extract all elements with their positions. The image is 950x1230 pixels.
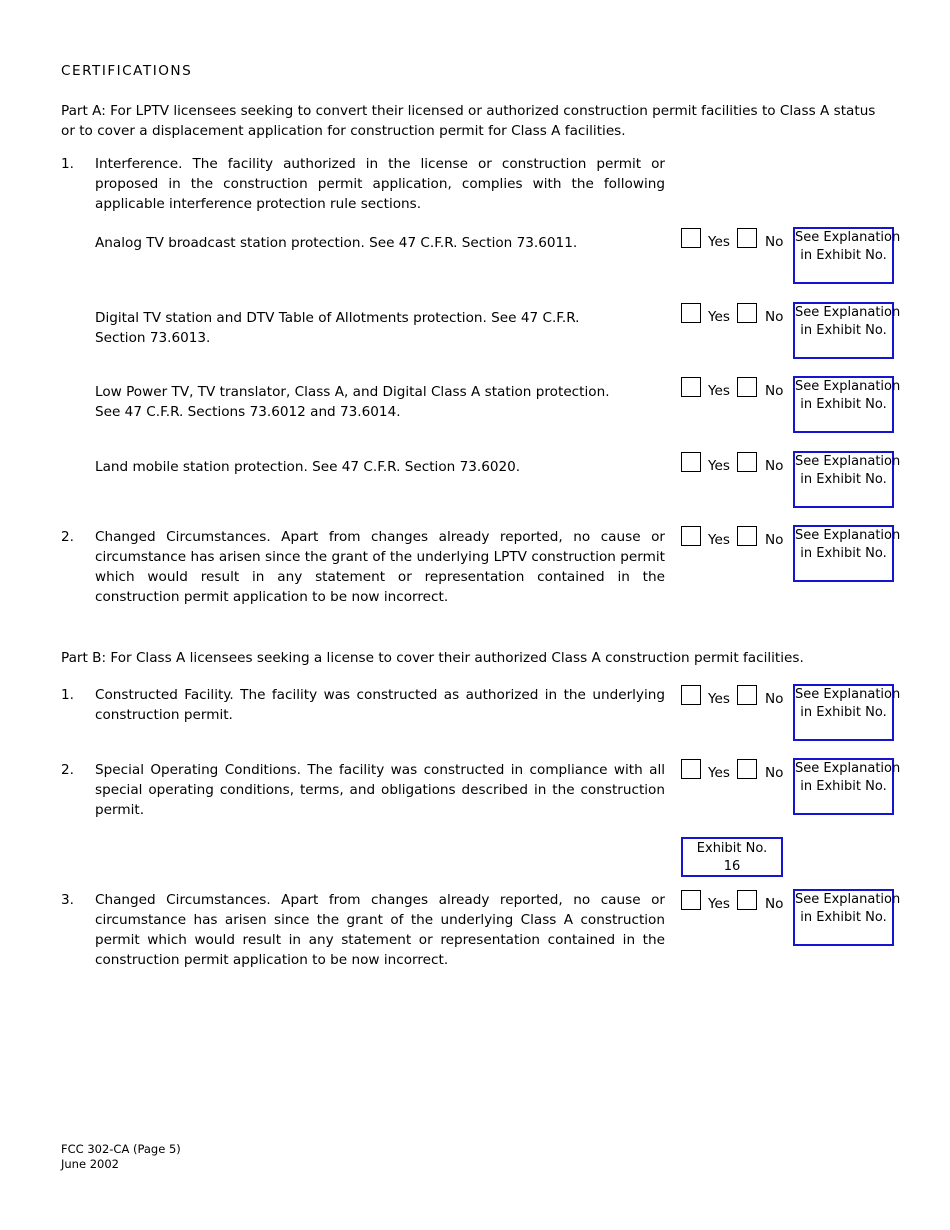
explanation-exhibit-box[interactable] — [793, 376, 901, 433]
no-label: No — [765, 765, 784, 781]
yes-label: Yes — [708, 896, 730, 912]
no-checkbox[interactable] — [737, 685, 757, 705]
page-heading: CERTIFICATIONS — [61, 63, 193, 79]
explanation-exhibit-box[interactable] — [793, 525, 901, 582]
yes-label: Yes — [708, 234, 730, 250]
interference-subitem-lptv: Low Power TV, TV translator, Class A, and Digital Class A station protection. See 47 C.F.R. Sections 73.6012 and 73.6014. — [95, 384, 610, 420]
part-a-item2-text: Changed Circumstances. Apart from changes already reported, no cause or circumstance has arisen since the grant of the underlying LPTV construction permit which would result in any statement or representation contained in the construction permit application to be now incorrect. — [95, 529, 665, 605]
exhibit-label: Exhibit No. — [696, 841, 768, 856]
part-a-item1-text: Interference. The facility authorized in the license or construction permit or proposed in the construction permit application, complies with the following applicable interference protection rule sections. — [95, 156, 665, 212]
explanation-line2: in Exhibit No. — [800, 397, 887, 412]
yes-checkbox[interactable] — [681, 377, 701, 397]
explanation-exhibit-box[interactable] — [793, 889, 901, 946]
explanation-line1: See Explanation — [795, 379, 901, 394]
part-b-item3-number: 3. — [61, 892, 74, 908]
explanation-line2: in Exhibit No. — [800, 323, 887, 338]
no-label: No — [765, 309, 784, 325]
no-label: No — [765, 896, 784, 912]
yes-checkbox[interactable] — [681, 759, 701, 779]
explanation-exhibit-box[interactable] — [793, 758, 901, 815]
explanation-line1: See Explanation — [795, 305, 901, 320]
part-b-item2-number: 2. — [61, 762, 74, 778]
exhibit-number-box[interactable] — [681, 837, 783, 877]
explanation-line1: See Explanation — [795, 761, 901, 776]
yes-label: Yes — [708, 383, 730, 399]
part-b-item2-text: Special Operating Conditions. The facility was constructed in compliance with all special operating conditions, terms, and obligations described in the construction permit. — [95, 762, 665, 818]
no-checkbox[interactable] — [737, 452, 757, 472]
explanation-line1: See Explanation — [795, 454, 901, 469]
footer-date: June 2002 — [61, 1157, 119, 1171]
no-checkbox[interactable] — [737, 890, 757, 910]
explanation-line2: in Exhibit No. — [800, 472, 887, 487]
interference-subitem-digital: Digital TV station and DTV Table of Allotments protection. See 47 C.F.R. Section 73.6013. — [95, 310, 580, 346]
footer-form-number: FCC 302-CA (Page 5) — [61, 1142, 181, 1156]
explanation-line1: See Explanation — [795, 687, 901, 702]
explanation-exhibit-box[interactable] — [793, 684, 901, 741]
yes-label: Yes — [708, 765, 730, 781]
explanation-line2: in Exhibit No. — [800, 546, 887, 561]
explanation-exhibit-box[interactable] — [793, 451, 901, 508]
yes-checkbox[interactable] — [681, 890, 701, 910]
no-checkbox[interactable] — [737, 303, 757, 323]
no-label: No — [765, 234, 784, 250]
yes-label: Yes — [708, 309, 730, 325]
part-b-item1-number: 1. — [61, 687, 74, 703]
part-b-item1-text: Constructed Facility. The facility was constructed as authorized in the underlying construction permit. — [95, 687, 665, 723]
yes-label: Yes — [708, 691, 730, 707]
no-checkbox[interactable] — [737, 377, 757, 397]
explanation-exhibit-box[interactable] — [793, 227, 901, 284]
yes-checkbox[interactable] — [681, 526, 701, 546]
interference-subitem-landmobile: Land mobile station protection. See 47 C.F.R. Section 73.6020. — [95, 459, 521, 475]
no-checkbox[interactable] — [737, 526, 757, 546]
part-a-item1-number: 1. — [61, 156, 74, 172]
no-label: No — [765, 383, 784, 399]
explanation-line1: See Explanation — [795, 528, 901, 543]
part-a-intro: Part A: For LPTV licensees seeking to convert their licensed or authorized construction permit facilities to Class A status or to cover a displacement application for construction permit for Class A facilities. — [61, 103, 876, 139]
yes-label: Yes — [708, 532, 730, 548]
explanation-line2: in Exhibit No. — [800, 705, 887, 720]
part-b-intro: Part B: For Class A licensees seeking a license to cover their authorized Class A construction permit facilities. — [61, 650, 804, 666]
yes-checkbox[interactable] — [681, 685, 701, 705]
no-label: No — [765, 691, 784, 707]
interference-subitem-analog: Analog TV broadcast station protection. See 47 C.F.R. Section 73.6011. — [95, 235, 578, 251]
explanation-line2: in Exhibit No. — [800, 910, 887, 925]
explanation-line2: in Exhibit No. — [800, 248, 887, 263]
exhibit-value: 16 — [723, 859, 741, 874]
explanation-line1: See Explanation — [795, 892, 901, 907]
yes-label: Yes — [708, 458, 730, 474]
explanation-line1: See Explanation — [795, 230, 901, 245]
explanation-line2: in Exhibit No. — [800, 779, 887, 794]
explanation-exhibit-box[interactable] — [793, 302, 901, 359]
part-a-item2-number: 2. — [61, 529, 74, 545]
no-label: No — [765, 532, 784, 548]
yes-checkbox[interactable] — [681, 303, 701, 323]
no-checkbox[interactable] — [737, 228, 757, 248]
yes-checkbox[interactable] — [681, 228, 701, 248]
no-label: No — [765, 458, 784, 474]
part-b-item3-text: Changed Circumstances. Apart from changes already reported, no cause or circumstance has arisen since the grant of the underlying Class A construction permit which would result in any statement or representation contained in the construction permit application to be now incorrect. — [95, 892, 665, 968]
no-checkbox[interactable] — [737, 759, 757, 779]
yes-checkbox[interactable] — [681, 452, 701, 472]
